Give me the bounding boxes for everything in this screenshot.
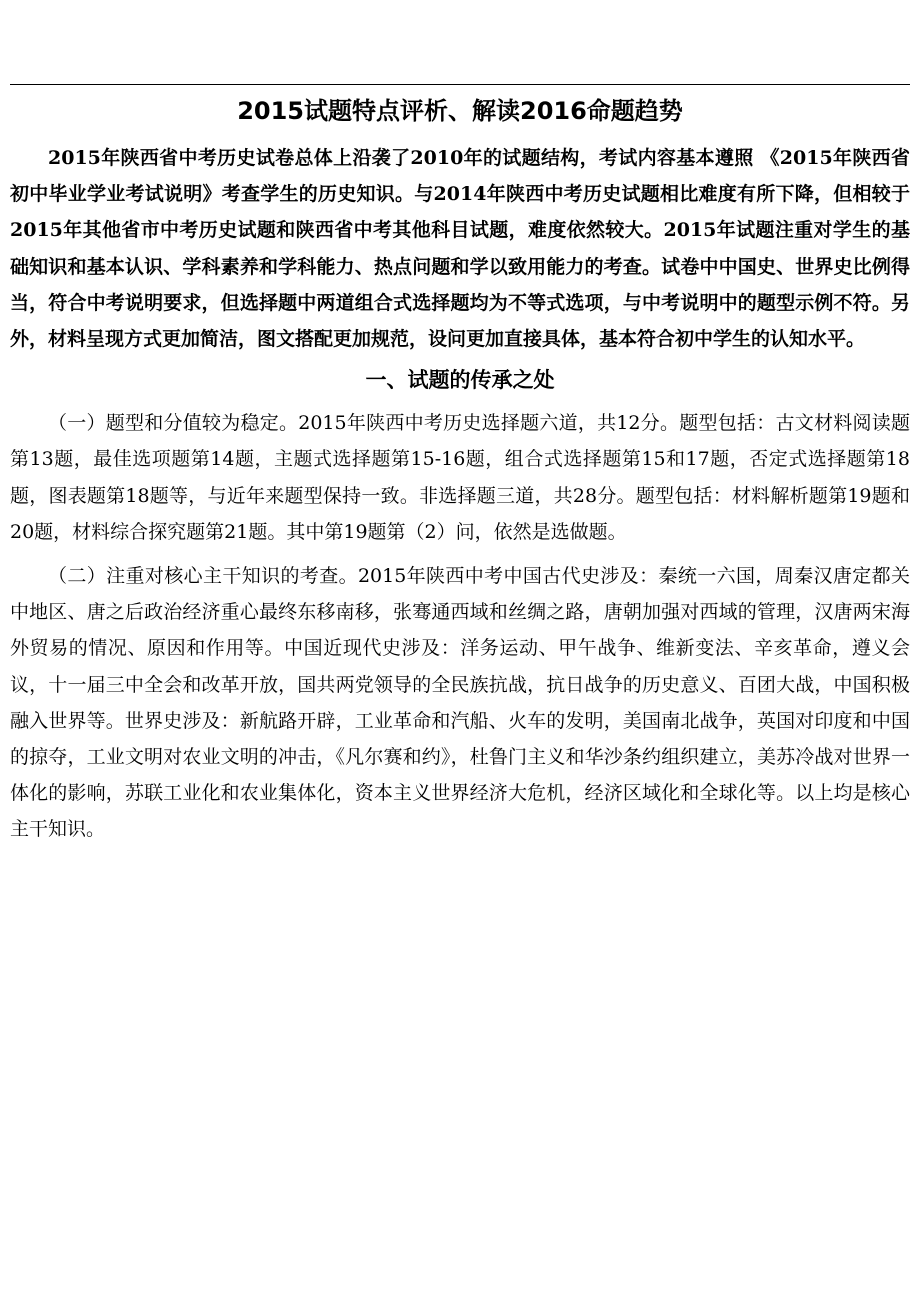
document-body [10, 140, 910, 848]
section-1-paragraph-2: （二）注重对核心主干知识的考查。2015年陕西中考中国古代史涉及：秦统一六国，周秦汉唐定都关中地区、唐之后政治经济重心最终东移南移，张骞通西域和丝绸之路，唐朝加强对西域的管理，汉唐两宋海外贸易的情况、原因和作用等。中国近现代史涉及：洋务运动、甲午战争、维新变法、辛亥革命，遵义会议，十一届三中全会和改革开放，国共两党领导的全民族抗战，抗日战争的历史意义、百团大战，中国积极融入世界等。世界史涉及：新航路开辟，工业革命和汽船、火车的发明，美国南北战争，英国对印度和中国的掠夺，工业文明对农业文明的冲击，《凡尔赛和约》，杜鲁门主义和华沙条约组织建立，美苏冷战对世界一体化的影响，苏联工业化和农业集体化，资本主义世界经济大危机，经济区域化和全球化等。以上均是核心主干知识。 [10, 565, 910, 841]
section-1-paragraph-1: （一）题型和分值较为稳定。2015年陕西中考历史选择题六道，共12分。题型包括：古文材料阅读题第13题，最佳选项题第14题，主题式选择题第15-16题，组合式选择题第15和17题，否定式选择题第18题，图表题第18题等，与近年来题型保持一致。非选择题三道，共28分。题型包括：材料解析题第19题和20题，材料综合探究题第21题。其中第19题第（2）问，依然是选做题。 [10, 412, 910, 543]
section-heading-1: 一、试题的传承之处 [365, 367, 555, 393]
document-title: 2015试题特点评析、解读2016命题趋势 [237, 97, 683, 125]
top-divider [10, 84, 910, 85]
intro-paragraph: 2015年陕西省中考历史试卷总体上沿袭了2010年的试题结构，考试内容基本遵照 《2015年陕西省初中毕业学业考试说明》考查学生的历史知识。与2014年陕西中考历史试题相比难度有所下降，但相较于2015年其他省市中考历史试题和陕西省中考其他科目试题，难度依然较大。2015年试题注重对学生的基础知识和基本认识、学科素养和学科能力、热点问题和学以致用能力的考查。试卷中中国史、世界史比例得当，符合中考说明要求，但选择题中两道组合式选择题均为不等式选项，与中考说明中的题型示例不符。另外，材料呈现方式更加简洁，图文搭配更加规范，设问更加直接具体，基本符合初中学生的认知水平。 [10, 147, 910, 351]
